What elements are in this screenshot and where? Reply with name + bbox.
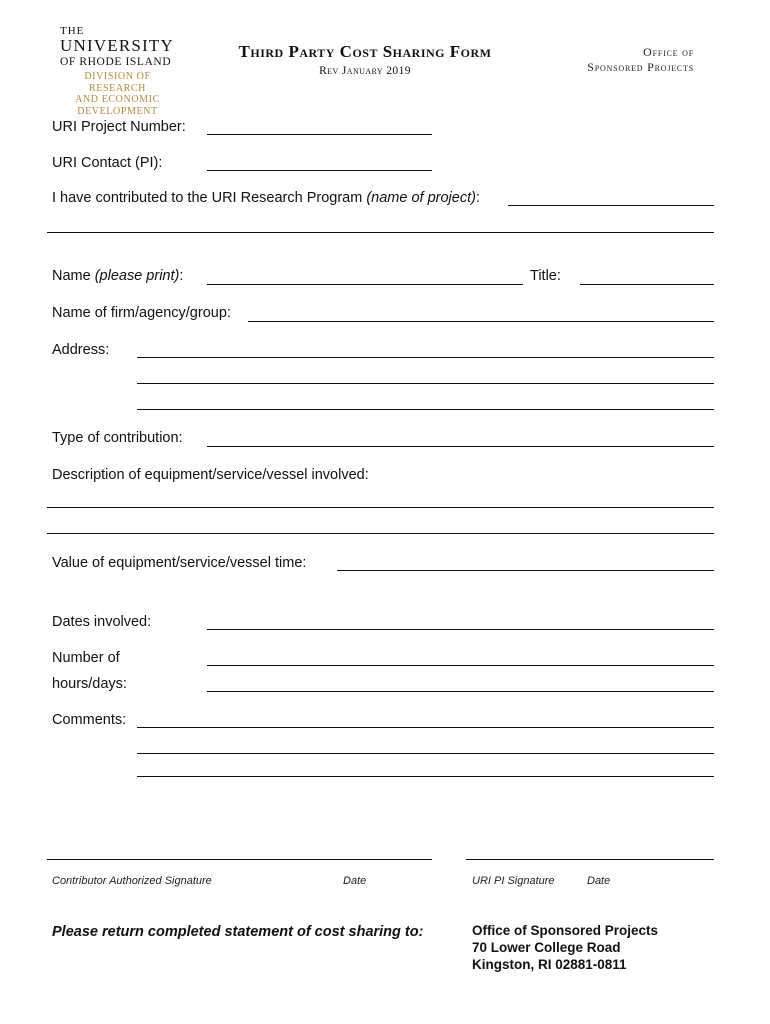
hours-days-field[interactable]: [207, 691, 714, 692]
value-label: Value of equipment/service/vessel time:: [52, 555, 307, 571]
comments-field-line3[interactable]: [137, 776, 714, 777]
office-line2: Sponsored Projects: [587, 60, 694, 74]
contact-field[interactable]: [207, 170, 432, 171]
name-suffix: :: [179, 268, 184, 284]
contributor-date-label: Date: [343, 875, 367, 887]
contributed-label: [52, 190, 480, 206]
office-line1: Office of: [643, 45, 694, 59]
return-instruction: Please return completed statement of cost sharing to:: [52, 924, 424, 940]
logo-division-line: DIVISION OF RESEARCH: [84, 71, 151, 94]
contributed-suffix: :: [475, 190, 480, 206]
contact-label: URI Contact (PI):: [52, 155, 163, 171]
description-field-line2[interactable]: [47, 533, 714, 534]
logo-university: UNIVERSITY: [60, 36, 174, 55]
logo-the: THE: [60, 25, 85, 37]
address-field-line1[interactable]: [137, 357, 714, 358]
name-prefix: Name: [52, 268, 95, 284]
address-field-line2[interactable]: [137, 383, 714, 384]
project-name-field-continued[interactable]: [47, 232, 714, 233]
logo-division-line: AND ECONOMIC: [75, 94, 160, 105]
number-of-label: Number of: [52, 650, 120, 666]
name-label: [52, 268, 183, 284]
contributor-signature-field[interactable]: [47, 859, 432, 860]
form-revision: Rev January 2019: [319, 65, 411, 77]
title-label: Title:: [530, 268, 561, 284]
project-name-field[interactable]: [508, 205, 714, 206]
comments-field-line2[interactable]: [137, 753, 714, 754]
contributor-signature-label: Contributor Authorized Signature: [52, 875, 212, 887]
contributed-prefix: I have contributed to the URI Research Program: [52, 190, 367, 206]
pi-date-label: Date: [587, 875, 611, 887]
description-field-line1[interactable]: [47, 507, 714, 508]
project-number-field[interactable]: [207, 134, 432, 135]
logo-division-line: DEVELOPMENT: [77, 105, 158, 117]
address-label: Address:: [52, 342, 110, 358]
return-address-line1: Office of Sponsored Projects: [472, 923, 659, 938]
contributed-italic: (name of project): [366, 190, 476, 206]
return-address: [472, 922, 658, 973]
dates-label: Dates involved:: [52, 614, 152, 630]
name-italic: (please print): [94, 268, 180, 284]
firm-label: Name of firm/agency/group:: [52, 305, 231, 321]
form-title: Third Party Cost Sharing Form: [238, 42, 492, 61]
contribution-type-field[interactable]: [207, 446, 714, 447]
firm-field[interactable]: [248, 321, 714, 322]
contribution-type-label: Type of contribution:: [52, 430, 183, 446]
number-of-field[interactable]: [207, 665, 714, 666]
pi-signature-field[interactable]: [466, 859, 714, 860]
office-heading: [534, 45, 694, 75]
name-field[interactable]: [207, 284, 523, 285]
form-header: [215, 42, 515, 77]
return-address-line2: 70 Lower College Road: [472, 940, 621, 955]
logo-of-rhode-island: OF RHODE ISLAND: [60, 56, 172, 68]
description-label: Description of equipment/service/vessel involved:: [52, 467, 369, 483]
pi-signature-label: URI PI Signature: [472, 875, 555, 887]
hours-days-label: hours/days:: [52, 676, 127, 692]
project-number-label: URI Project Number:: [52, 119, 186, 135]
comments-label: Comments:: [52, 712, 127, 728]
value-field[interactable]: [337, 570, 714, 571]
address-field-line3[interactable]: [137, 409, 714, 410]
title-field[interactable]: [580, 284, 714, 285]
logo-division: [60, 71, 175, 117]
dates-field[interactable]: [207, 629, 714, 630]
comments-field-line1[interactable]: [137, 727, 714, 728]
university-logo: [60, 25, 190, 117]
return-address-line3: Kingston, RI 02881-0811: [472, 957, 627, 972]
